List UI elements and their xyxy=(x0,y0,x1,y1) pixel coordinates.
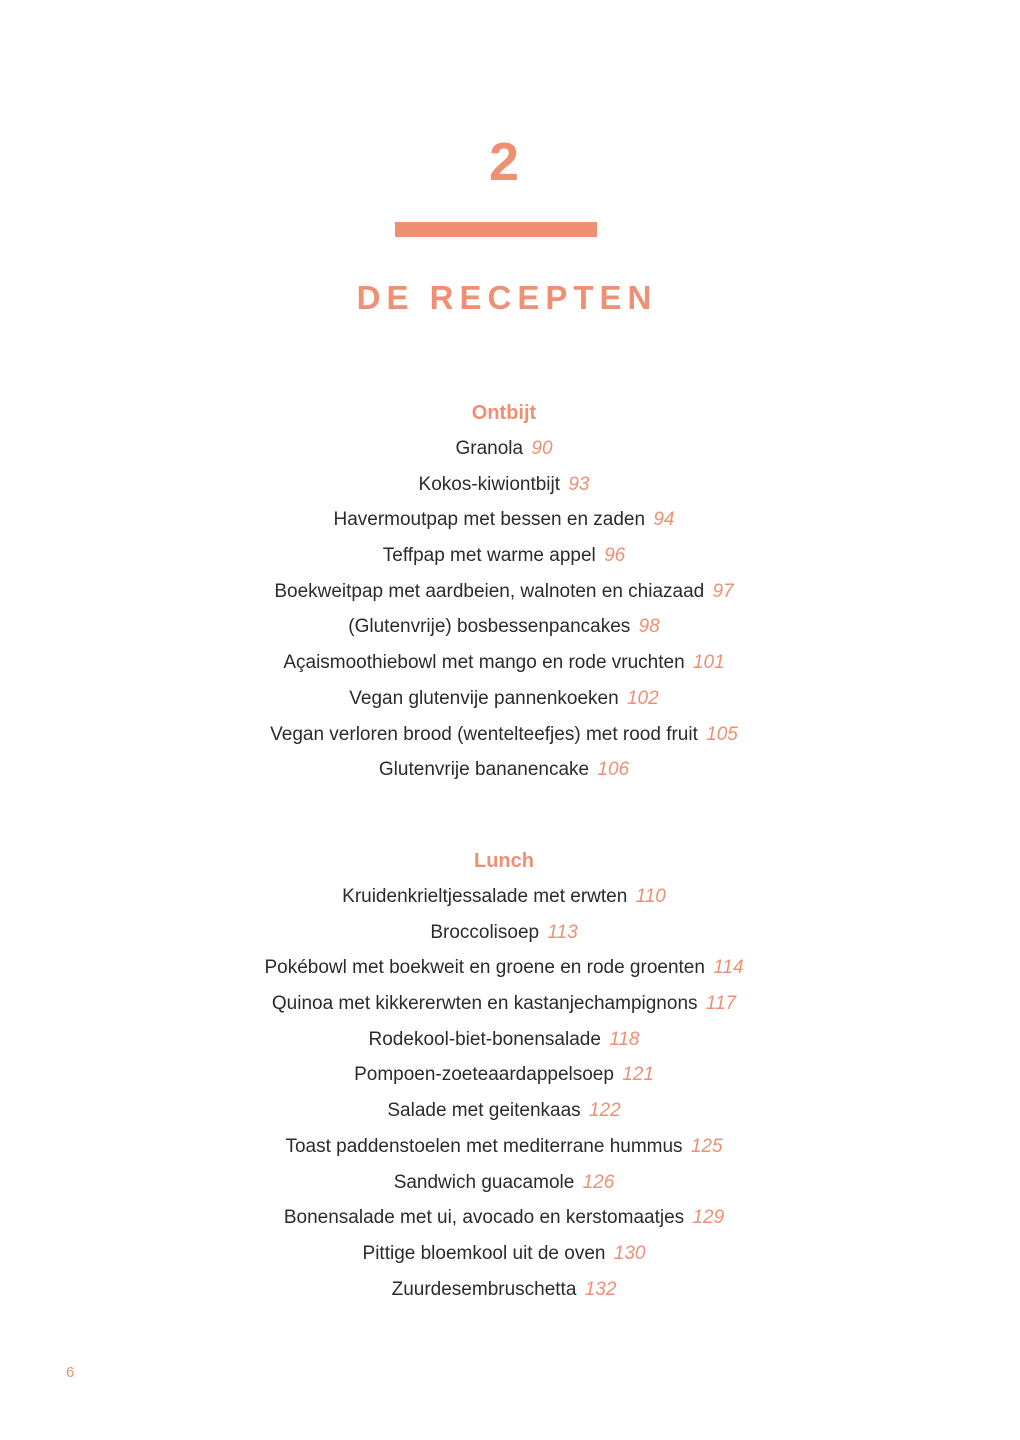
recipe-title: (Glutenvrije) bosbessenpancakes xyxy=(348,616,631,638)
recipe-title: Kokos-kiwiontbijt xyxy=(418,473,561,495)
toc-entry[interactable] xyxy=(0,1203,1008,1239)
page-number: 93 xyxy=(568,473,590,495)
chapter-number: 2 xyxy=(488,132,520,192)
page-number: 90 xyxy=(531,438,553,459)
toc-entry[interactable] xyxy=(0,1168,1008,1204)
toc-entry[interactable] xyxy=(0,434,1008,470)
toc-entry[interactable] xyxy=(0,953,1008,989)
toc-entry[interactable] xyxy=(0,648,1008,684)
page-number: 110 xyxy=(635,886,666,907)
toc-entry[interactable] xyxy=(0,720,1008,756)
page-number: 101 xyxy=(692,652,725,674)
recipe-title: Pokébowl met boekweit en groene en rode groenten xyxy=(264,957,705,979)
toc-section-ontbijt xyxy=(0,398,1008,791)
toc-entry[interactable] xyxy=(0,684,1008,720)
recipe-title: Broccolisoep xyxy=(430,921,540,943)
recipe-title: Glutenvrije bananencake xyxy=(378,759,590,781)
recipe-title: Teffpap met warme appel xyxy=(382,545,596,567)
recipe-title: Kruidenkrieltjessalade met erwten xyxy=(342,886,628,907)
recipe-title: Sandwich guacamole xyxy=(393,1171,575,1193)
recipe-title: Toast paddenstoelen met mediterrane hummus xyxy=(285,1135,683,1157)
chapter-title: DE RECEPTEN xyxy=(356,279,658,316)
page-number: 97 xyxy=(712,580,734,602)
toc-list xyxy=(0,882,1008,1310)
page-number: 132 xyxy=(584,1278,617,1300)
toc-entry[interactable] xyxy=(0,541,1008,577)
page-number: 106 xyxy=(597,759,630,781)
page-number: 102 xyxy=(626,687,659,709)
toc-entry[interactable] xyxy=(0,505,1008,541)
toc-entry[interactable] xyxy=(0,989,1008,1025)
section-heading: Ontbijt xyxy=(471,402,537,424)
page-number-folio: 6 xyxy=(66,1364,75,1381)
toc-entry[interactable] xyxy=(0,1132,1008,1168)
page-number: 122 xyxy=(588,1100,621,1122)
page-number: 114 xyxy=(713,957,744,979)
toc-entry[interactable] xyxy=(0,918,1008,954)
recipe-title: Pompoen-zoeteaardappelsoep xyxy=(354,1064,614,1086)
recipe-title: Açaismoothiebowl met mango en rode vruchten xyxy=(283,652,685,674)
recipe-title: Zuurdesembruschetta xyxy=(391,1278,577,1300)
recipe-title: Quinoa met kikkererwten en kastanjechampignons xyxy=(271,993,698,1015)
page-number: 129 xyxy=(692,1207,725,1229)
recipe-title: Granola xyxy=(455,438,524,459)
page-number: 117 xyxy=(705,993,737,1015)
toc-entry[interactable] xyxy=(0,577,1008,613)
recipe-title: Havermoutpap met bessen en zaden xyxy=(333,509,646,531)
chapter-divider xyxy=(395,222,597,237)
page-number: 130 xyxy=(613,1242,646,1264)
recipe-title: Vegan glutenvije pannenkoeken xyxy=(349,687,619,709)
page-number: 126 xyxy=(582,1171,615,1193)
page-number: 98 xyxy=(638,616,660,638)
toc-entry[interactable] xyxy=(0,1060,1008,1096)
toc-entry[interactable] xyxy=(0,1096,1008,1132)
toc-entry[interactable] xyxy=(0,612,1008,648)
toc-entry[interactable] xyxy=(0,470,1008,506)
page-number: 96 xyxy=(604,545,626,567)
page-number: 105 xyxy=(706,723,738,745)
recipe-title: Rodekool-biet-bonensalade xyxy=(368,1028,601,1050)
recipe-title: Salade met geitenkaas xyxy=(387,1100,581,1122)
page-number: 125 xyxy=(690,1135,723,1157)
page-number: 118 xyxy=(609,1028,640,1050)
page-number: 113 xyxy=(547,921,578,943)
recipe-title: Vegan verloren brood (wentelteefjes) met rood fruit xyxy=(270,723,698,745)
toc-entry[interactable] xyxy=(0,882,1008,918)
recipe-title: Boekweitpap met aardbeien, walnoten en chiazaad xyxy=(274,580,705,602)
toc-entry[interactable] xyxy=(0,1025,1008,1061)
toc-entry[interactable] xyxy=(0,1239,1008,1275)
toc-entry[interactable] xyxy=(0,755,1008,791)
recipe-title: Bonensalade met ui, avocado en kerstomaatjes xyxy=(283,1207,685,1229)
page-number: 94 xyxy=(653,509,675,531)
toc-section-lunch xyxy=(0,846,1008,1310)
section-heading: Lunch xyxy=(474,850,534,872)
page-number: 121 xyxy=(622,1064,654,1086)
recipe-title: Pittige bloemkool uit de oven xyxy=(362,1242,606,1264)
toc-entry[interactable] xyxy=(0,1275,1008,1311)
toc-list xyxy=(0,434,1008,791)
